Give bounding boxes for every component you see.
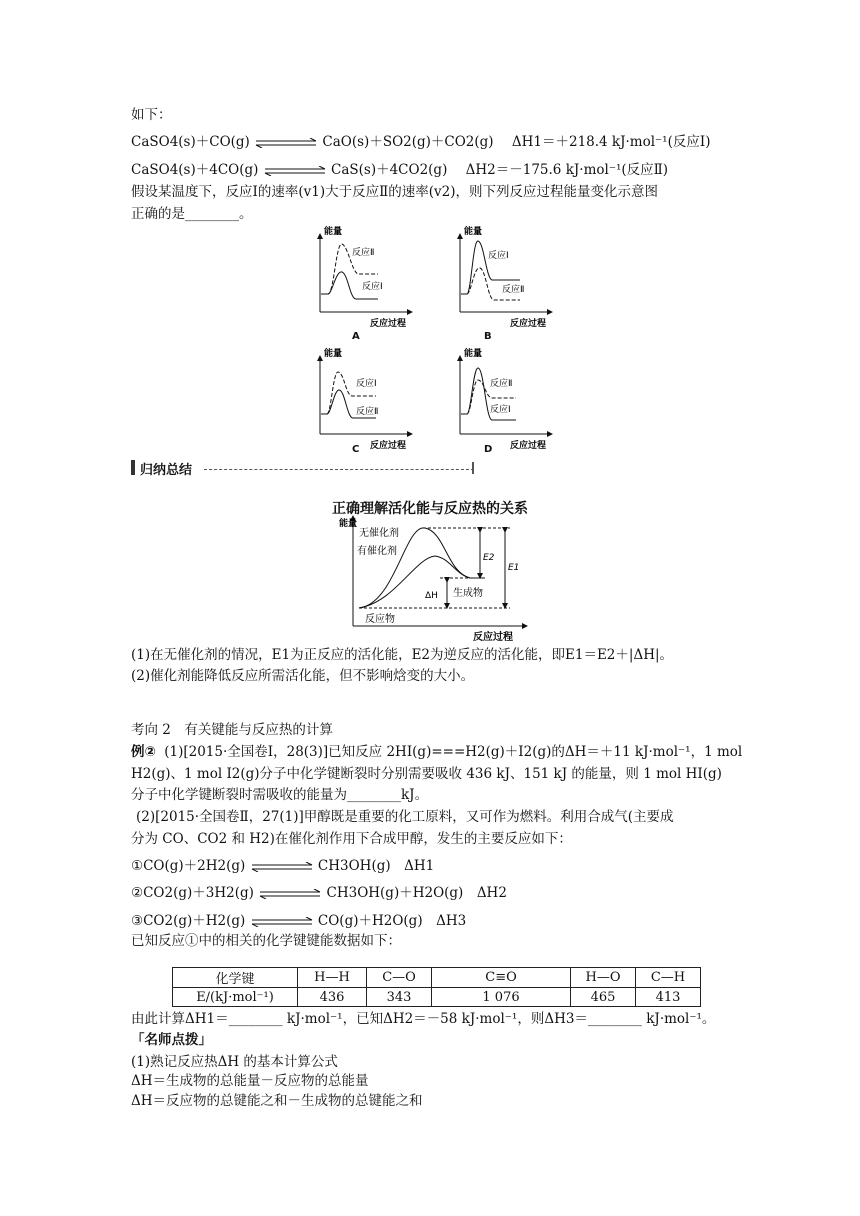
- table-cell: 1 076: [432, 988, 571, 1007]
- table-cell: 化学键: [173, 968, 298, 988]
- example-p1-line2: H2(g)、1 mol I2(g)分子中化学键断裂时分别需要吸收 436 kJ、151 kJ 的能量，则 1 mol HI(g): [131, 766, 722, 782]
- tips-line-1: (1)熟记反应热ΔH 的基本计算公式: [131, 1054, 338, 1070]
- summary-bar-marker: [131, 460, 135, 475]
- eq1-dh: ΔH1＝＋218.4 kJ·mol⁻¹(反应Ⅰ): [511, 134, 711, 150]
- example-p1-line3: 分子中化学键断裂时需吸收的能量为________kJ。: [131, 787, 429, 803]
- reaction-2-left: ②CO2(g)＋3H2(g): [131, 885, 254, 901]
- table-cell: H—H: [298, 968, 367, 988]
- section-title: 考向 2 有关键能与反应热的计算: [131, 722, 333, 738]
- example-badge: 例②: [131, 744, 156, 760]
- table-intro: 已知反应①中的相关的化学键键能数据如下：: [131, 933, 401, 949]
- question-line-2: 正确的是________。: [131, 206, 253, 222]
- svg-text:能量: 能量: [324, 349, 343, 359]
- summary-title: 归纳总结: [140, 463, 193, 478]
- svg-text:能量: 能量: [339, 519, 358, 529]
- label-reactant: 反应物: [365, 614, 395, 625]
- equilibrium-arrow-icon: [258, 889, 322, 899]
- reaction-1-left: ①CO(g)＋2H2(g): [131, 858, 246, 874]
- example-p2-line2: 分为 CO、CO2 和 H2)在催化剂作用下合成甲醇，发生的主要反应如下：: [131, 831, 572, 847]
- svg-text:能量: 能量: [464, 349, 483, 359]
- diagram-heading: 正确理解活化能与反应热的关系: [332, 501, 528, 517]
- svg-text:反应Ⅰ: 反应Ⅰ: [362, 282, 383, 292]
- table-cell: C—O: [367, 968, 432, 988]
- svg-text:反应Ⅰ: 反应Ⅰ: [488, 251, 509, 261]
- table-cell: 343: [367, 988, 432, 1007]
- eq2-left: CaSO4(s)＋4CO(g): [131, 162, 259, 178]
- tips-line-3: ΔH＝反应物的总键能之和－生成物的总键能之和: [131, 1093, 423, 1109]
- svg-text:反应Ⅰ: 反应Ⅰ: [356, 379, 377, 389]
- reaction-1-right: CH3OH(g) ΔH1: [317, 858, 435, 874]
- svg-text:反应过程: 反应过程: [370, 441, 407, 451]
- reaction-2-right: CH3OH(g)＋H2O(g) ΔH2: [326, 885, 507, 901]
- equation-2: [131, 161, 668, 179]
- diagram-c: [320, 347, 412, 451]
- diagram-a: [320, 225, 412, 329]
- eq2-dh: ΔH2＝－175.6 kJ·mol⁻¹(反应Ⅱ): [465, 162, 669, 178]
- note-1: (1)在无催化剂的情况，E1为正反应的活化能，E2为逆反应的活化能，即E1＝E2＋|ΔH|。: [131, 647, 674, 663]
- summary-divider: [204, 469, 474, 470]
- reaction-2: [131, 884, 507, 902]
- svg-text:ΔH: ΔH: [425, 591, 438, 601]
- svg-text:反应过程: 反应过程: [510, 441, 547, 451]
- example-p1-text: (1)[2015·全国卷Ⅰ，28(3)]已知反应 2HI(g)===H2(g)＋I2(g)的ΔH＝＋11 kJ·mol⁻¹，1 mol: [164, 744, 743, 760]
- svg-text:能量: 能量: [464, 227, 483, 237]
- eq1-left: CaSO4(s)＋CO(g): [131, 134, 250, 150]
- table-cell: C≡O: [432, 968, 571, 988]
- equilibrium-arrow-icon: [250, 917, 314, 927]
- summary-bar-end: [472, 462, 474, 474]
- diagram-d: [460, 347, 552, 451]
- equilibrium-arrow-icon: [254, 138, 318, 148]
- example-p2-line1: (2)[2015·全国卷Ⅱ，27(1)]甲醇既是重要的化工原料，又可作为燃料。利用合成气(主要成: [136, 809, 674, 825]
- intro-text: 如下：: [131, 107, 172, 123]
- reaction-1: [131, 857, 434, 875]
- svg-text:反应Ⅱ: 反应Ⅱ: [490, 379, 513, 389]
- bond-energy-table: [172, 967, 701, 1007]
- table-header-row: [173, 968, 701, 988]
- eq2-right: CaS(s)＋4CO2(g): [331, 162, 448, 178]
- label-product: 生成物: [453, 588, 483, 599]
- tips-line-2: ΔH＝生成物的总能量－反应物的总能量: [131, 1073, 369, 1089]
- caption-a: A: [352, 331, 360, 342]
- equilibrium-arrow-icon: [250, 862, 314, 872]
- question-line-1: 假设某温度下，反应Ⅰ的速率(v1)大于反应Ⅱ的速率(v2)，则下列反应过程能量变化示意图: [131, 184, 659, 200]
- table-cell: 465: [571, 988, 636, 1007]
- svg-text:反应Ⅱ: 反应Ⅱ: [502, 285, 525, 295]
- example-p1-line1: [131, 743, 742, 761]
- reaction-3: [131, 912, 466, 930]
- caption-b: B: [484, 331, 492, 342]
- svg-text:反应Ⅱ: 反应Ⅱ: [356, 407, 379, 417]
- svg-text:反应过程: 反应过程: [473, 632, 513, 643]
- table-cell: 413: [636, 988, 701, 1007]
- table-cell: 436: [298, 988, 367, 1007]
- reaction-3-right: CO(g)＋H2O(g) ΔH3: [317, 913, 467, 929]
- activation-energy-diagram: [335, 514, 535, 644]
- caption-c: C: [352, 444, 360, 455]
- svg-text:E1: E1: [508, 563, 520, 573]
- tips-title: 「名师点拨」: [131, 1032, 212, 1048]
- label-no-catalyst: 无催化剂: [359, 528, 399, 539]
- ylabel: 能量: [324, 227, 343, 237]
- table-cell: E/(kJ·mol⁻¹): [173, 988, 298, 1007]
- equation-1: [131, 133, 710, 151]
- svg-text:E2: E2: [483, 553, 495, 563]
- energy-diagrams-abcd: [300, 222, 560, 462]
- label-with-catalyst: 有催化剂: [357, 546, 397, 557]
- eq1-right: CaO(s)＋SO2(g)＋CO2(g): [322, 134, 494, 150]
- calc-line: 由此计算ΔH1＝________ kJ·mol⁻¹，已知ΔH2＝－58 kJ·mol⁻¹，则ΔH3＝________ kJ·mol⁻¹。: [131, 1011, 716, 1027]
- reaction-3-left: ③CO2(g)＋H2(g): [131, 913, 246, 929]
- diagram-b: [460, 225, 552, 329]
- equilibrium-arrow-icon: [263, 166, 327, 176]
- svg-text:反应过程: 反应过程: [510, 319, 547, 329]
- note-2: (2)催化剂能降低反应所需活化能，但不影响焓变的大小。: [131, 668, 475, 684]
- svg-text:反应Ⅰ: 反应Ⅰ: [490, 405, 511, 415]
- svg-text:反应Ⅱ: 反应Ⅱ: [352, 248, 375, 258]
- table-cell: C—H: [636, 968, 701, 988]
- table-row: [173, 988, 701, 1007]
- svg-text:反应过程: 反应过程: [370, 319, 407, 329]
- table-cell: H—O: [571, 968, 636, 988]
- caption-d: D: [484, 444, 493, 455]
